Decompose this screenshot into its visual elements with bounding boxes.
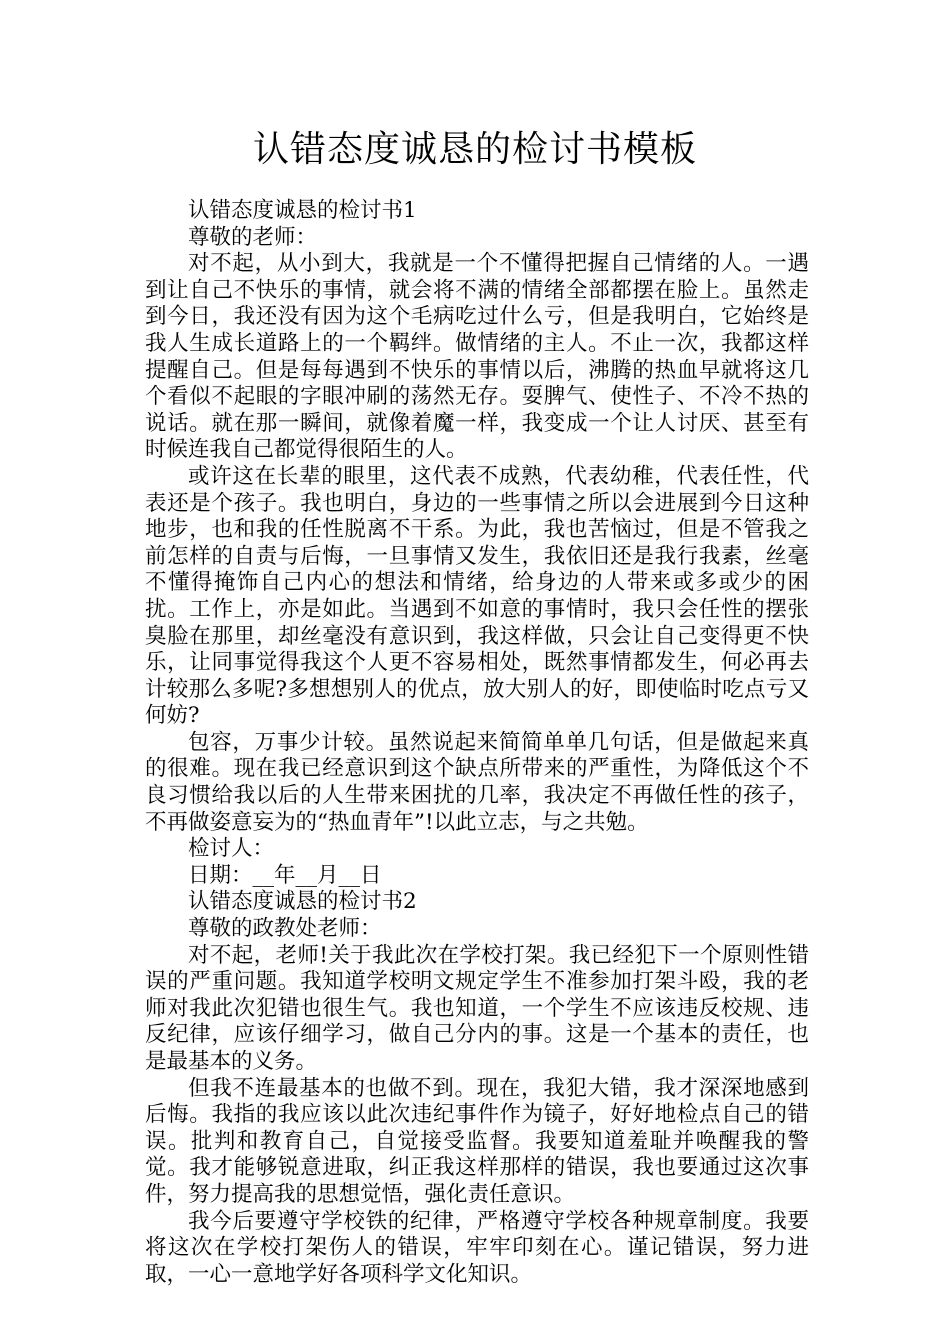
salutation-1: 尊敬的老师： (188, 224, 318, 250)
date-line: 日期：__年__月__日 (188, 862, 382, 888)
body-paragraph: 或许这在长辈的眼里，这代表不成熟，代表幼稚，代表任性，代表还是个孩子。我也明白，身边的一些事情之所以会进展到今日这种地步，也和我的任性脱离不干系。为此，我也苦恼过，但是不管我之前怎样的自责与后悔，一旦事情又发生，我依旧还是我行我素，丝毫不懂得掩饰自己内心的想法和情绪，给身边的人带来或多或少的困扰。工作上，亦是如此。当遇到不如意的事情时，我只会任性的摆张臭脸在那里，却丝毫没有意识到，我这样做，只会让自己变得更不快乐，让同事觉得我这个人更不容易相处，既然事情都发生，何必再去计较那么多呢?多想想别人的优点，放大别人的好，即使临时吃点亏又何妨? (145, 463, 809, 729)
body-paragraph: 对不起，从小到大，我就是一个不懂得把握自己情绪的人。一遇到让自己不快乐的事情，就会将不满的情绪全部都摆在脸上。虽然走到今日，我还没有因为这个毛病吃过什么亏，但是我明白，它始终是我人生成长道路上的一个羁绊。做情绪的主人。不止一次，我都这样提醒自己。但是每每遇到不快乐的事情以后，沸腾的热血早就将这几个看似不起眼的字眼冲刷的荡然无存。耍脾气、使性子、不冷不热的说话。就在那一瞬间，就像着魔一样，我变成一个让人讨厌、甚至有时候连我自己都觉得很陌生的人。 (145, 251, 809, 463)
body-paragraph: 但我不连最基本的也做不到。现在，我犯大错，我才深深地感到后悔。我指的我应该以此次违纪事件作为镜子，好好地检点自己的错误。批判和教育自己，自觉接受监督。我要知道羞耻并唤醒我的警觉。我才能够锐意进取，纠正我这样那样的错误，我也要通过这次事件，努力提高我的思想觉悟，强化责任意识。 (145, 1075, 809, 1207)
salutation-2: 尊敬的政教处老师： (188, 916, 382, 942)
body-paragraph: 我今后要遵守学校铁的纪律，严格遵守学校各种规章制度。我要将这次在学校打架伤人的错误，牢牢印刻在心。谨记错误，努力进取，一心一意地学好各项科学文化知识。 (145, 1208, 809, 1287)
signature-label: 检讨人： (188, 836, 275, 862)
document-title: 认错态度诚恳的检讨书模板 (252, 129, 697, 170)
document-body (145, 198, 809, 1288)
section-heading-2: 认错态度诚恳的检讨书2 (188, 889, 417, 915)
body-paragraph: 对不起，老师!关于我此次在学校打架。我已经犯下一个原则性错误的严重问题。我知道学校明文规定学生不准参加打架斗殴，我的老师对我此次犯错也很生气。我也知道，一个学生不应该违反校规、违反纪律，应该仔细学习，做自己分内的事。这是一个基本的责任，也是最基本的义务。 (145, 942, 809, 1074)
section-heading-1: 认错态度诚恳的检讨书1 (188, 198, 417, 223)
body-paragraph: 包容，万事少计较。虽然说起来简简单单几句话，但是做起来真的很难。现在我已经意识到这个缺点所带来的严重性，为降低这个不良习惯给我以后的人生带来困扰的几率，我决定不再做任性的孩子，不再做姿意妄为的“热血青年”!以此立志，与之共勉。 (145, 729, 809, 835)
